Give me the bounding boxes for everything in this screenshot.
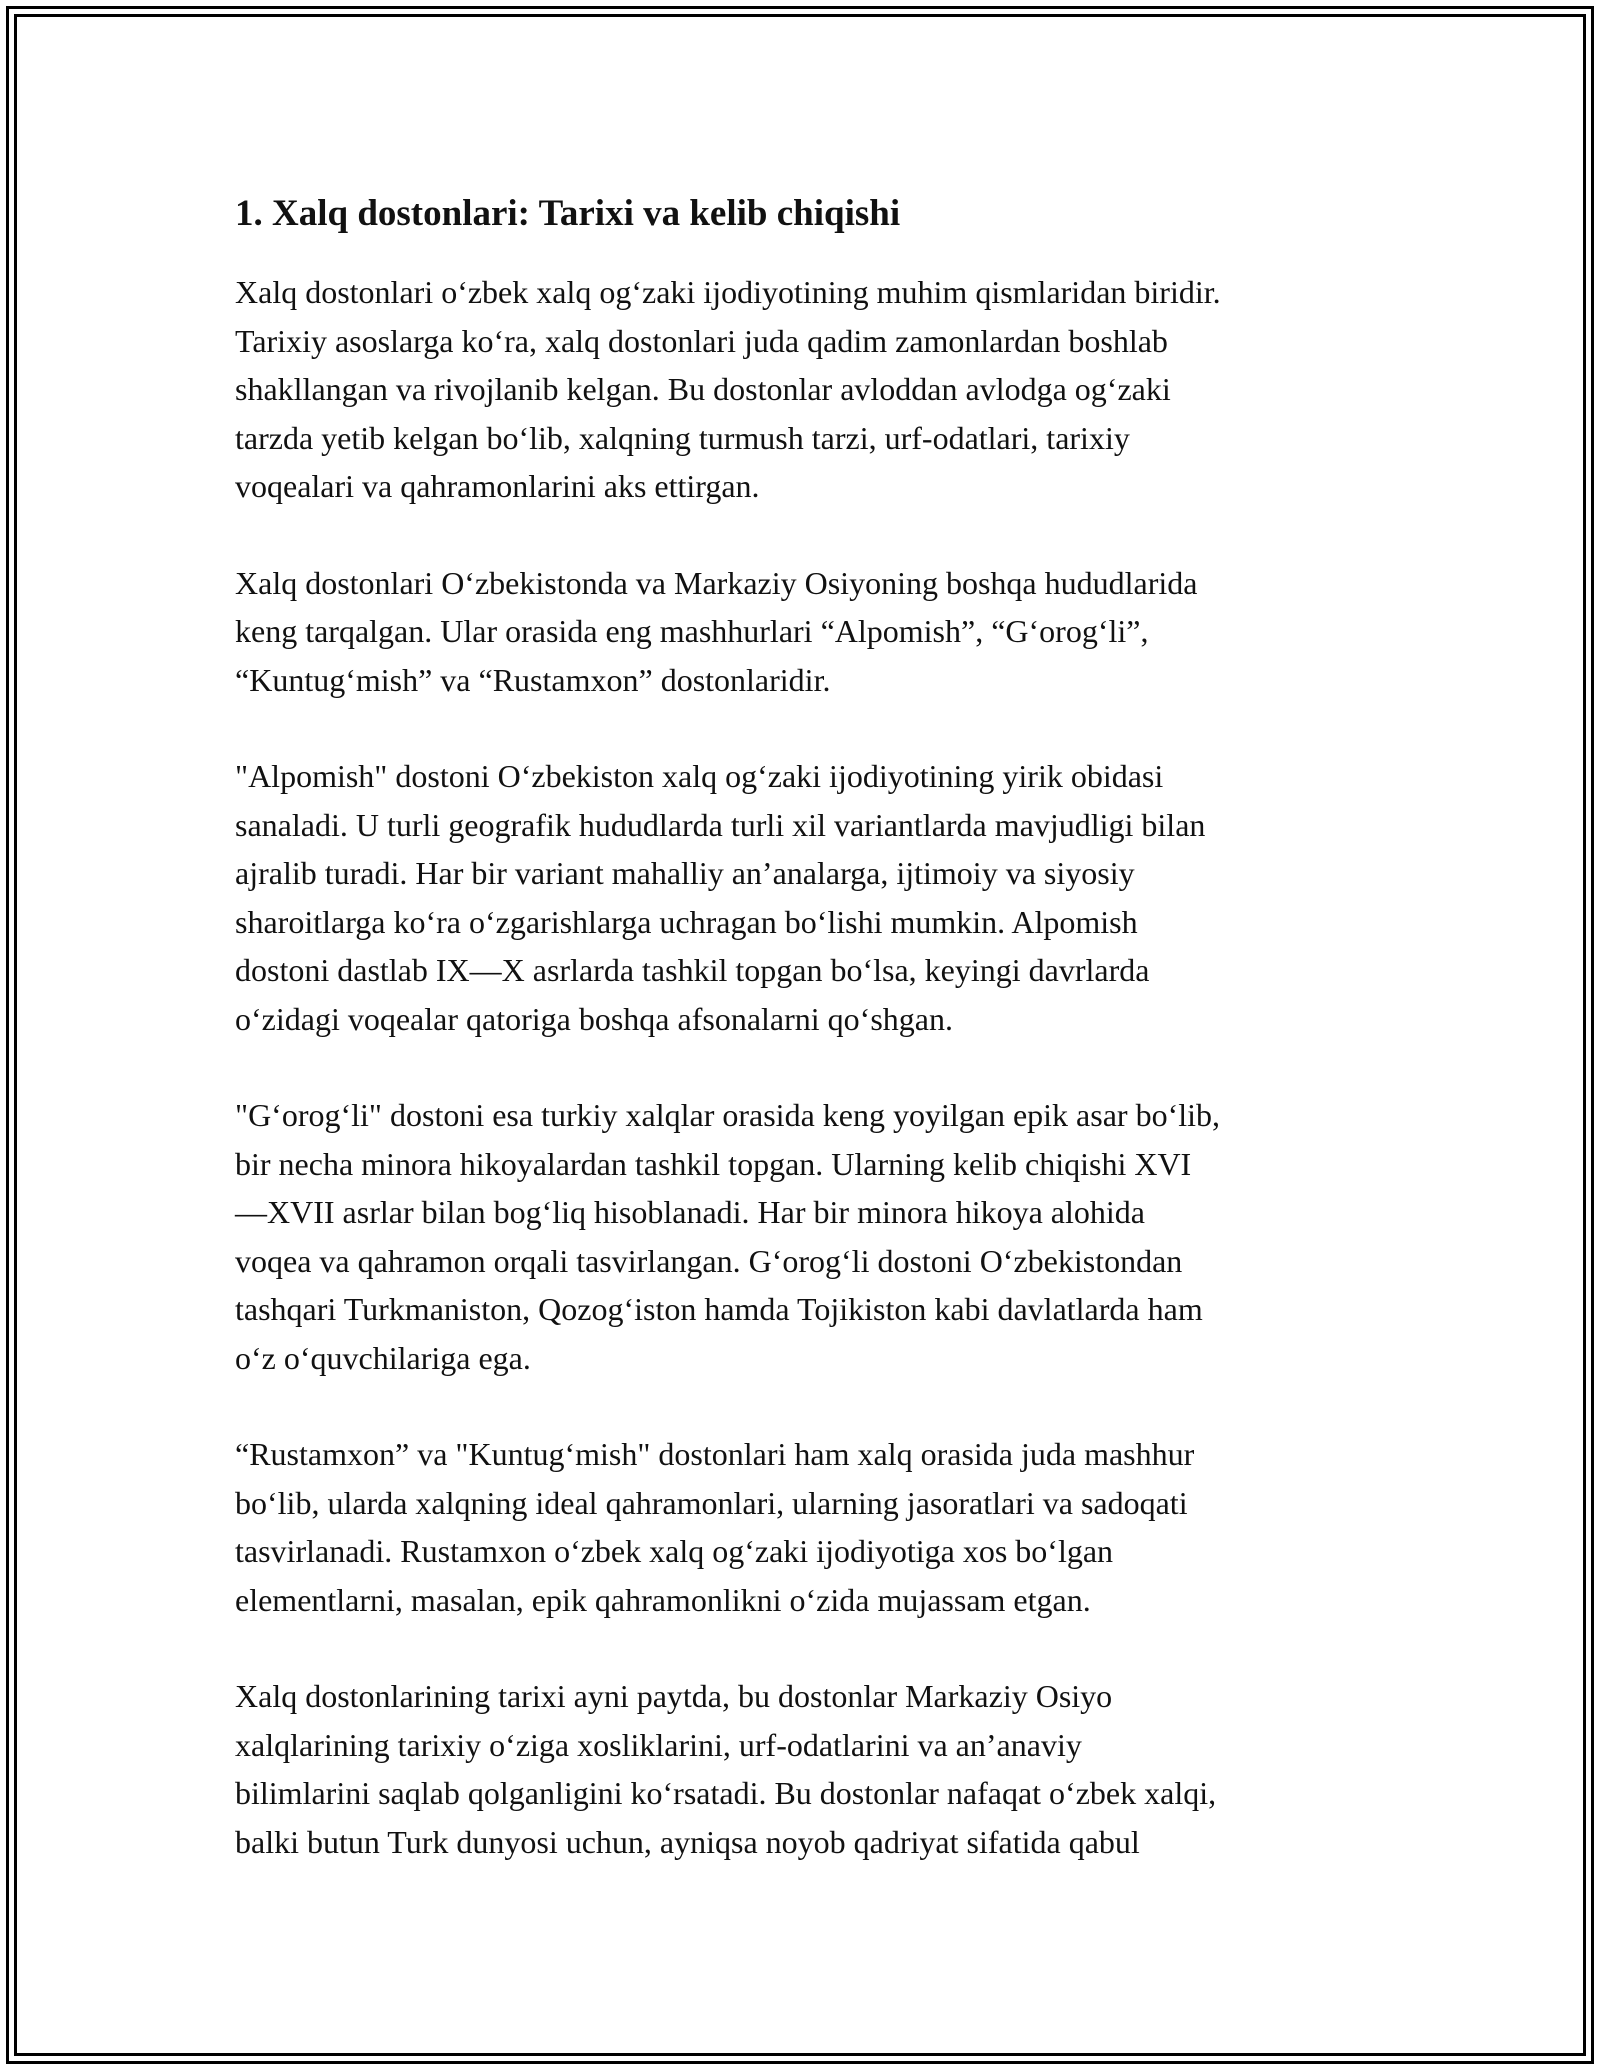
paragraph-4: "G‘orog‘li" dostoni esa turkiy xalqlar orasida keng yoyilgan epik asar bo‘lib, bir necha minora hikoyalardan tashkil topgan. Ularning kelib chiqishi XVI —XVII asrlar bilan bog‘liq hisoblanadi. Har bir minora hikoya alohida voqea va qahramon orqali tasvirlangan. G‘orog‘li dostoni O‘zbekistondan tashqari Turkmaniston, Qozog‘iston hamda Tojikiston kabi davlatlarda ham o‘z o‘quvchilariga ega. — [235, 1097, 1220, 1376]
paragraph-3: "Alpomish" dostoni O‘zbekiston xalq og‘zaki ijodiyotining yirik obidasi sanaladi. U turli geografik hududlarda turli xil variantlarda mavjudligi bilan ajralib turadi. Har bir variant mahalliy an’analarga, ijtimoiy va siyosiy sharoitlarga ko‘ra o‘zgarishlarga uchragan bo‘lishi mumkin. Alpomish dostoni dastlab IX—X asrlarda tashkil topgan bo‘lsa, keyingi davrlarda o‘zidagi voqealar qatoriga boshqa afsonalarni qo‘shgan. — [235, 758, 1206, 1037]
paragraph-6: Xalq dostonlarining tarixi ayni paytda, bu dostonlar Markaziy Osiyo xalqlarining tarixiy o‘ziga xosliklarini, urf-odatlarini va an’anaviy bilimlarini saqlab qolganligini ko‘rsatadi. Bu dostonlar nafaqat o‘zbek xalqi, balki butun Turk dunyosi uchun, ayniqsa noyob qadriyat sifatida qabul — [235, 1678, 1217, 1860]
document-body — [235, 186, 1385, 1914]
paragraph-2: Xalq dostonlari O‘zbekistonda va Markaziy Osiyoning boshqa hududlarida keng tarqalgan. Ular orasida eng mashhurlari “Alpomish”, “G‘orog‘li”, “Kuntug‘mish” va “Rustamxon” dostonlaridir. — [235, 564, 1198, 698]
section-heading: 1. Xalq dostonlari: Tarixi va kelib chiqishi — [235, 193, 901, 234]
paragraph-5: “Rustamxon” va "Kuntug‘mish" dostonlari ham xalq orasida juda mashhur bo‘lib, ularda xalqning ideal qahramonlari, ularning jasoratlari va sadoqati tasvirlanadi. Rustamxon o‘zbek xalq og‘zaki ijodiyotiga xos bo‘lgan elementlarni, masalan, epik qahramonlikni o‘zida mujassam etgan. — [235, 1436, 1195, 1618]
paragraph-1: Xalq dostonlari o‘zbek xalq og‘zaki ijodiyotining muhim qismlaridan biridir. Tarixiy asoslarga ko‘ra, xalq dostonlari juda qadim zamonlardan boshlab shakllangan va rivojlanib kelgan. Bu dostonlar avloddan avlodga og‘zaki tarzda yetib kelgan bo‘lib, xalqning turmush tarzi, urf-odatlari, tarixiy voqealari va qahramonlarini aks ettirgan. — [235, 274, 1221, 504]
